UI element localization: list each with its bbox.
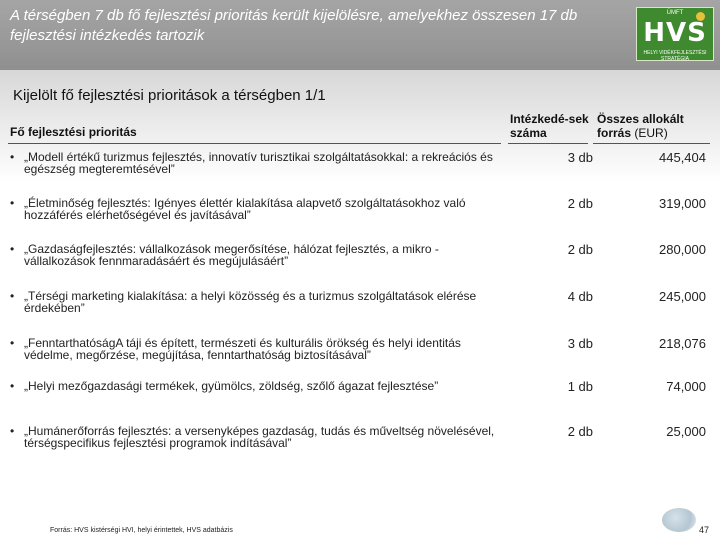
bullet: • bbox=[10, 196, 15, 210]
column-header-priority: Fő fejlesztési prioritás bbox=[10, 125, 137, 139]
measure-count: 3 db bbox=[567, 150, 593, 165]
measure-count: 2 db bbox=[567, 242, 593, 257]
priority-text: „Életminőség fejlesztés: Igényes élettér kialakítása alapvető szolgáltatásokhoz való hozzáférés elérhetőségével és javításával” bbox=[24, 196, 466, 222]
table-row bbox=[0, 243, 720, 283]
priority-text: „Helyi mezőgazdasági termékek, gyümölcs, zöldség, szőlő ágazat fejlesztése” bbox=[24, 379, 439, 393]
measure-count: 1 db bbox=[567, 379, 593, 394]
table-row bbox=[0, 425, 720, 465]
table-row bbox=[0, 197, 720, 237]
column-header-count: Intézkedé-sek száma bbox=[510, 112, 589, 140]
header-divider-allocation bbox=[593, 143, 710, 144]
source-note: Forrás: HVS kistérségi HVI, helyi érintettek, HVS adatbázis bbox=[50, 527, 233, 534]
allocated-amount: 74,000 bbox=[666, 379, 706, 394]
allocated-amount: 25,000 bbox=[666, 424, 706, 439]
measure-count: 4 db bbox=[567, 289, 593, 304]
measure-count: 2 db bbox=[567, 196, 593, 211]
logo-main-text: HVS bbox=[643, 18, 707, 48]
priority-text: „Térségi marketing kialakítása: a helyi közösség és a turizmus szolgáltatások elérése érdekében” bbox=[24, 289, 477, 315]
allocated-amount: 218,076 bbox=[659, 336, 706, 351]
column-header-allocation-unit: (EUR) bbox=[634, 126, 668, 140]
footer-logo-icon bbox=[662, 508, 696, 532]
header-bar bbox=[0, 0, 720, 70]
logo-sub-text: HELYI VIDÉKFEJLESZTÉSI STRATÉGIA bbox=[643, 50, 707, 62]
column-header-allocation bbox=[597, 112, 707, 140]
allocated-amount: 280,000 bbox=[659, 242, 706, 257]
bullet: • bbox=[10, 289, 15, 303]
header-divider-priority bbox=[8, 143, 501, 144]
table-row bbox=[0, 337, 720, 377]
header-divider-count bbox=[508, 143, 588, 144]
section-subtitle: Kijelölt fő fejlesztési prioritások a térségben 1/1 bbox=[13, 87, 326, 104]
bullet: • bbox=[10, 150, 15, 164]
bullet: • bbox=[10, 379, 15, 393]
priority-text: „Humánerőforrás fejlesztés: a versenyképes gazdaság, tudás és műveltség növelésével, térségspecifikus fejlesztési programok indításával” bbox=[24, 424, 495, 450]
measure-count: 2 db bbox=[567, 424, 593, 439]
measure-count: 3 db bbox=[567, 336, 593, 351]
allocated-amount: 445,404 bbox=[659, 150, 706, 165]
bullet: • bbox=[10, 242, 15, 256]
priority-text: „Gazdaságfejlesztés: vállalkozások megerősítése, hálózat fejlesztés, a mikro -vállalkozások fennmaradásáért és megújulásáért” bbox=[24, 242, 439, 268]
column-header-allocation-main: Összes allokált forrás bbox=[597, 112, 684, 140]
allocated-amount: 245,000 bbox=[659, 289, 706, 304]
page-title: A térségben 7 db fő fejlesztési prioritás került kijelölésre, amelyekhez összesen 17 db fejlesztési intézkedés tartozik bbox=[10, 7, 578, 44]
bullet: • bbox=[10, 336, 15, 350]
table-row bbox=[0, 290, 720, 330]
bullet: • bbox=[10, 424, 15, 438]
table-row bbox=[0, 380, 720, 420]
table-row bbox=[0, 151, 720, 191]
logo-top-text: ÚMFT bbox=[666, 10, 684, 16]
priority-text: „Modell értékű turizmus fejlesztés, innovatív turisztikai szolgáltatásokkal: a rekreációs és egészség megteremtésével” bbox=[24, 150, 493, 176]
hvs-logo bbox=[636, 7, 714, 61]
page-number: 47 bbox=[699, 525, 710, 535]
priority-text: „FenntarthatóságA táji és épített, természeti és kulturális örökség és helyi identitás védelme, megőrzése, megújítása, fenntarthatóság biztosításával” bbox=[24, 336, 461, 362]
allocated-amount: 319,000 bbox=[659, 196, 706, 211]
